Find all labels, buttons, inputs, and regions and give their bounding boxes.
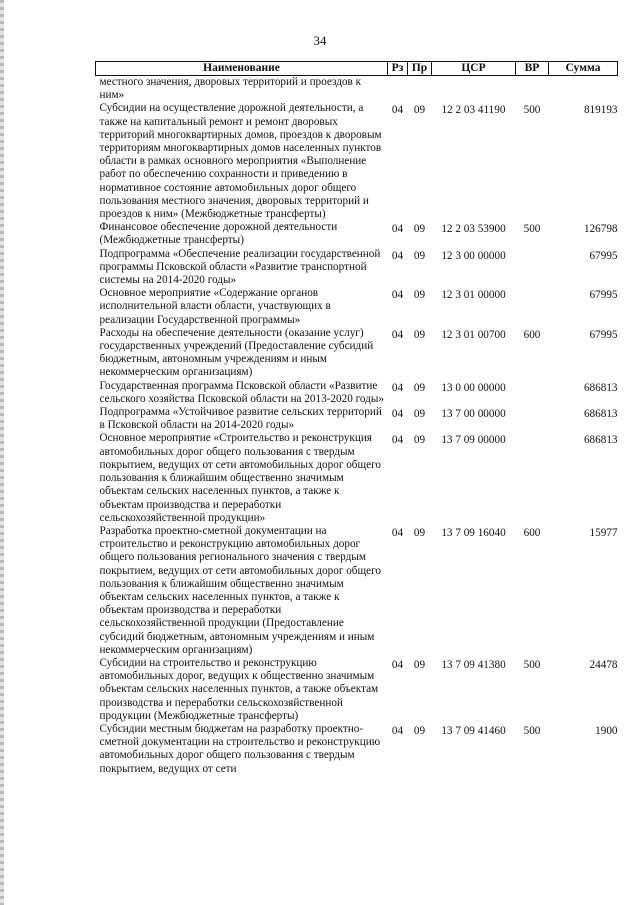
row-csr: 13 7 00 00000	[441, 408, 506, 421]
header-rz: Рз	[388, 62, 408, 76]
row-pr	[408, 76, 432, 103]
row-rz: 04	[391, 408, 404, 421]
row-pr: 09	[413, 408, 426, 421]
row-sum: 126798	[583, 223, 618, 236]
table-header	[96, 62, 618, 76]
table-row	[96, 221, 618, 247]
row-sum: 67995	[589, 328, 618, 341]
row-csr	[432, 76, 516, 103]
row-pr: 09	[413, 223, 426, 236]
row-name: Государственная программа Псковской области «Развитие сельского хозяйства Псковской области на 2013-2020 годы»	[99, 379, 384, 405]
row-pr: 09	[413, 328, 426, 341]
row-name: Субсидии местным бюджетам на разработку проектно-сметной документации на строительство и реконструкцию автомобильных дорог общего пользования с твердым покрытием, ведущих от сети	[99, 722, 381, 775]
row-csr: 13 7 09 00000	[441, 434, 506, 447]
page-number: 34	[313, 33, 327, 48]
row-sum: 67995	[589, 249, 618, 262]
row-name: местного значения, дворовых территорий и проездов к ним»	[99, 76, 362, 102]
row-vr: 600	[523, 526, 541, 539]
row-csr: 13 0 00 00000	[441, 381, 506, 394]
row-name: Основное мероприятие «Строительство и реконструкция автомобильных дорог общего пользования с твердым покрытием, ведущих от сети автомобильных дорог общего пользования к ближайшим общественно значимым объектам сельских населенных пунктов, а также к объектам производства и переработки сельскохозяйственной продукции»	[99, 432, 381, 524]
table-row	[96, 525, 618, 657]
table-row	[96, 432, 618, 524]
budget-table	[95, 61, 618, 776]
row-pr: 09	[413, 381, 426, 394]
row-sum: 67995	[589, 289, 618, 302]
row-pr: 09	[413, 104, 426, 117]
row-pr: 09	[413, 434, 426, 447]
row-vr: 500	[523, 658, 541, 671]
row-pr: 09	[413, 526, 426, 539]
table-row	[96, 287, 618, 327]
row-csr: 12 3 01 00000	[441, 289, 506, 302]
row-rz: 04	[391, 434, 404, 447]
row-vr	[516, 248, 549, 288]
row-sum	[549, 76, 618, 103]
row-rz: 04	[391, 289, 404, 302]
row-csr: 13 7 09 16040	[441, 526, 506, 539]
row-name: Расходы на обеспечение деятельности (оказание услуг) государственных учреждений (Предоставление субсидий бюджетным, автономным учреждениям и иным некоммерческим организациям)	[99, 326, 374, 379]
row-name: Подпрограмма «Обеспечение реализации государственной программы Псковской области «Развитие транспортной системы на 2014-2020 годы»	[99, 247, 381, 287]
row-rz	[388, 76, 408, 103]
row-vr: 500	[523, 223, 541, 236]
row-rz: 04	[391, 223, 404, 236]
row-sum: 686813	[583, 434, 618, 447]
row-name: Финансовое обеспечение дорожной деятельности (Межбюджетные трансферты)	[99, 221, 338, 247]
row-vr	[516, 76, 549, 103]
table-row	[96, 723, 618, 776]
row-vr	[516, 380, 549, 406]
row-vr: 600	[523, 328, 541, 341]
row-rz: 04	[391, 724, 404, 737]
table-row	[96, 327, 618, 380]
header-sum: Сумма	[549, 62, 618, 76]
header-row	[96, 62, 618, 76]
row-name: Разработка проектно-сметной документации на строительство и реконструкцию автомобильных дорог общего пользования регионального значения с твердым покрытием, ведущих от сети автомобильных дорог общего пользования к ближайшим общественно значимым объектам сельских населенных пунктов, а также к объектам производства и переработки сельскохозяйственной продукции (Предоставление субсидий бюджетным, автономным учреждениям и иным некоммерческим организациям)	[99, 524, 381, 656]
row-sum: 24478	[589, 658, 618, 671]
row-sum: 15977	[589, 526, 618, 539]
row-pr: 09	[413, 658, 426, 671]
row-sum: 819193	[583, 104, 618, 117]
table-row	[96, 380, 618, 406]
header-csr: ЦСР	[432, 62, 516, 76]
row-csr: 12 3 01 00700	[441, 328, 506, 341]
row-rz: 04	[391, 526, 404, 539]
table-row	[96, 657, 618, 723]
row-pr: 09	[413, 249, 426, 262]
row-rz: 04	[391, 658, 404, 671]
row-sum: 1900	[595, 724, 618, 737]
row-vr: 500	[523, 724, 541, 737]
row-name: Субсидии на осуществление дорожной деятельности, а также на капитальный ремонт и ремонт дворовых территорий многоквартирных домов, проездов к дворовым территориям многоквартирных домов населенных пунктов области в рамках основного мероприятия «Выполнение работ по обеспечению сохранности и приведению в нормативное состояние автомобильных дорог общего пользования местного значения, дворовых территорий и проездов к ним» (Межбюджетные трансферты)	[99, 102, 382, 221]
row-csr: 12 3 00 00000	[441, 249, 506, 262]
row-vr	[516, 406, 549, 432]
row-sum: 686813	[583, 408, 618, 421]
row-name: Субсидии на строительство и реконструкцию автомобильных дорог, ведущих к общественно значимым объектам сельских населенных пунктов, а также объектам производства и переработки сельскохозяйственной продукции (Межбюджетные трансферты)	[99, 656, 379, 722]
row-rz: 04	[391, 381, 404, 394]
row-vr	[516, 432, 549, 524]
row-pr: 09	[413, 724, 426, 737]
table-row	[96, 406, 618, 432]
scan-edge	[0, 0, 4, 905]
row-name: Подпрограмма «Устойчивое развитие сельских территорий в Псковской области на 2014-2020 годы»	[99, 406, 382, 432]
header-name: Наименование	[96, 62, 388, 76]
row-name: Основное мероприятие «Содержание органов исполнительной власти области, участвующих в реализации Государственной программы»	[99, 287, 331, 326]
row-rz: 04	[391, 249, 404, 262]
header-vr: ВР	[516, 62, 549, 76]
table-row	[96, 76, 618, 103]
row-csr: 13 7 09 41380	[441, 658, 506, 671]
row-vr	[516, 287, 549, 327]
row-csr: 12 2 03 53900	[441, 223, 506, 236]
row-csr: 12 2 03 41190	[441, 104, 506, 117]
row-vr: 500	[523, 104, 541, 117]
table-row	[96, 248, 618, 288]
row-rz: 04	[391, 328, 404, 341]
row-sum: 686813	[583, 381, 618, 394]
header-pr: Пр	[408, 62, 432, 76]
row-rz: 04	[391, 104, 404, 117]
table-row	[96, 102, 618, 221]
row-csr: 13 7 09 41460	[441, 724, 506, 737]
table-body	[96, 76, 618, 776]
row-pr: 09	[413, 289, 426, 302]
